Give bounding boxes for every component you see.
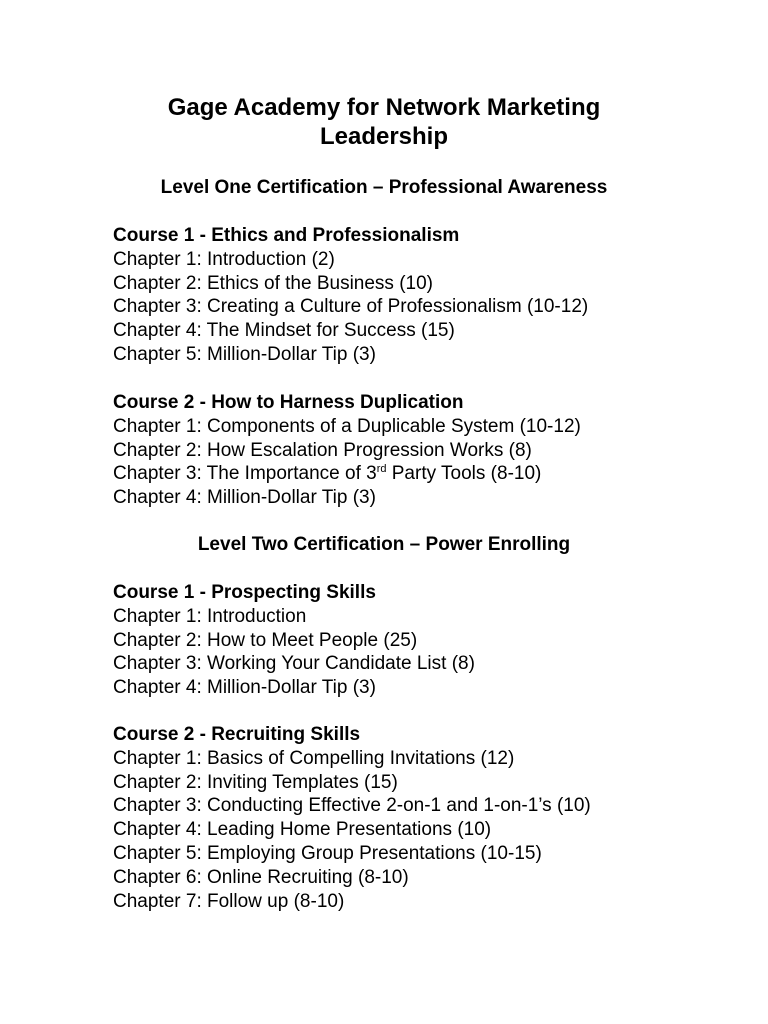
chapter-item: Chapter 1: Basics of Compelling Invitations (12) bbox=[113, 747, 515, 769]
chapter-item: Chapter 3: Creating a Culture of Professionalism (10-12) bbox=[113, 296, 589, 318]
chapter-item: Chapter 1: Components of a Duplicable System (10-12) bbox=[113, 415, 581, 437]
chapter-item bbox=[113, 462, 733, 486]
chapter-item: Chapter 4: Leading Home Presentations (10) bbox=[113, 819, 492, 841]
course-title: Course 1 - Prospecting Skills bbox=[113, 582, 376, 603]
chapter-item: Chapter 2: Inviting Templates (15) bbox=[113, 771, 398, 793]
chapter-item: Chapter 2: Ethics of the Business (10) bbox=[113, 272, 433, 294]
chapter-item: Chapter 3: Conducting Effective 2-on-1 and 1-on-1’s (10) bbox=[113, 795, 591, 817]
chapter-item: Chapter 2: How Escalation Progression Works (8) bbox=[113, 439, 532, 461]
chapter-item: Chapter 6: Online Recruiting (8-10) bbox=[113, 866, 409, 888]
level-two-course-2 bbox=[113, 723, 733, 913]
chapter-item: Chapter 3: Working Your Candidate List (8) bbox=[113, 653, 475, 675]
course-title: Course 2 - Recruiting Skills bbox=[113, 724, 361, 745]
document-title-line-1: Gage Academy for Network Marketing bbox=[167, 94, 601, 121]
chapter-item: Chapter 1: Introduction bbox=[113, 605, 307, 627]
level-one-course-1 bbox=[113, 224, 733, 367]
level-two-heading: Level Two Certification – Power Enrolling bbox=[197, 534, 571, 555]
chapter-item: Chapter 5: Employing Group Presentations (10-15) bbox=[113, 842, 542, 864]
level-one-course-2 bbox=[113, 391, 733, 510]
chapter-item: Chapter 2: How to Meet People (25) bbox=[113, 629, 418, 651]
chapter-item: Chapter 4: The Mindset for Success (15) bbox=[113, 320, 455, 342]
ordinal-suffix: rd bbox=[376, 463, 387, 476]
chapter-text: Party Tools (8-10) bbox=[386, 463, 542, 485]
course-title: Course 2 - How to Harness Duplication bbox=[113, 392, 464, 413]
chapter-item: Chapter 4: Million-Dollar Tip (3) bbox=[113, 677, 376, 699]
chapter-item: Chapter 5: Million-Dollar Tip (3) bbox=[113, 343, 376, 365]
course-title: Course 1 - Ethics and Professionalism bbox=[113, 225, 460, 246]
chapter-item: Chapter 1: Introduction (2) bbox=[113, 248, 335, 270]
level-two-course-1 bbox=[113, 581, 733, 700]
chapter-item: Chapter 4: Million-Dollar Tip (3) bbox=[113, 487, 376, 509]
chapter-item: Chapter 7: Follow up (8-10) bbox=[113, 890, 345, 912]
document-title-line-2: Leadership bbox=[319, 123, 449, 150]
document-title bbox=[0, 93, 768, 151]
chapter-text: Chapter 3: The Importance of 3 bbox=[113, 463, 377, 485]
level-one-heading: Level One Certification – Professional Awareness bbox=[160, 177, 608, 198]
